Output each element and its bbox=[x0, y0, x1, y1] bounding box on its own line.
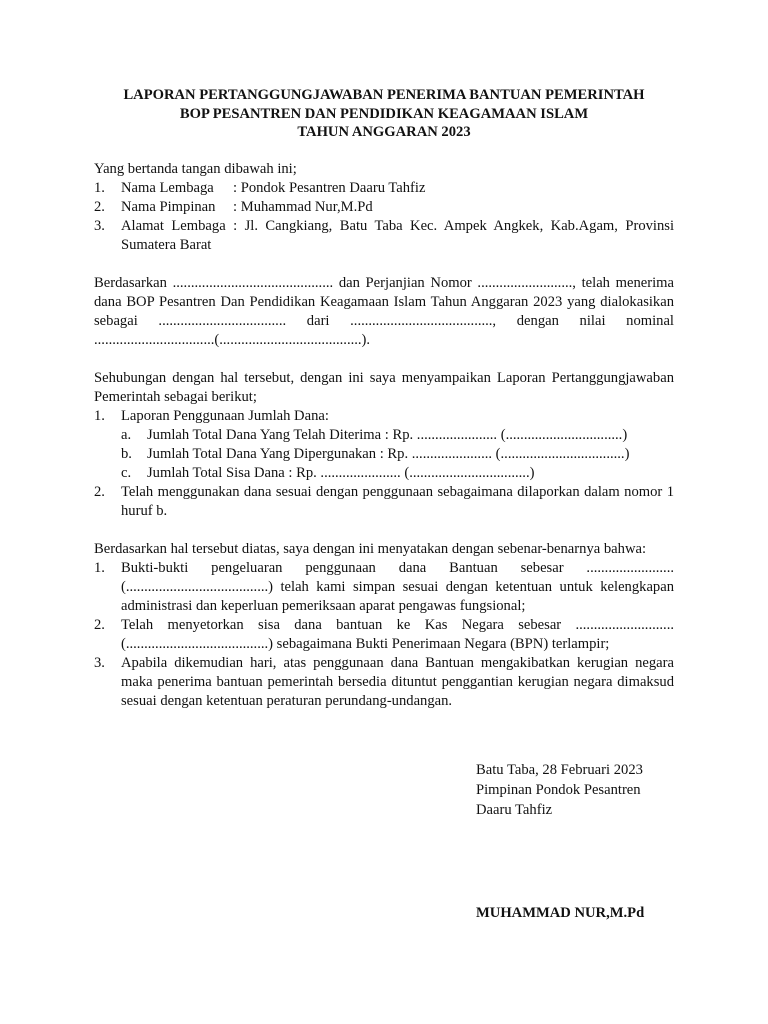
statement-item bbox=[94, 654, 674, 711]
identity-label: Alamat Lembaga bbox=[121, 217, 226, 234]
report-number: 2. bbox=[94, 483, 105, 500]
identity-item bbox=[94, 198, 674, 217]
report-text: Laporan Penggunaan Jumlah Dana: bbox=[121, 407, 329, 424]
identity-label: Nama Pimpinan bbox=[121, 198, 216, 215]
intro-text: Yang bertanda tangan dibawah ini; bbox=[94, 160, 297, 177]
report-text: Telah menggunakan dana sesuai dengan penggunaan sebagaimana dilaporkan dalam nomor 1 huruf b. bbox=[121, 483, 674, 519]
statement-number: 2. bbox=[94, 616, 105, 633]
identity-item bbox=[94, 217, 674, 255]
report-number: 1. bbox=[94, 407, 105, 424]
report-subitem-letter: b. bbox=[121, 445, 132, 462]
identity-separator: : bbox=[233, 217, 238, 234]
title-line-3: TAHUN ANGGARAN 2023 bbox=[297, 124, 471, 140]
statement-number: 1. bbox=[94, 559, 105, 576]
report-subitem-letter: a. bbox=[121, 426, 132, 443]
statement-text: Apabila dikemudian hari, atas penggunaan dana Bantuan mengakibatkan kerugian negara maka penerima bantuan pemerintah bersedia dituntut penggantian kerugian negara dimaksud sesuai dengan ketentuan peraturan perundang-undangan. bbox=[121, 654, 674, 709]
identity-list bbox=[94, 179, 674, 255]
signature-role: Pimpinan Pondok Pesantren bbox=[476, 782, 641, 798]
statement-item bbox=[94, 616, 674, 654]
statement-text: Telah menyetorkan sisa dana bantuan ke Kas Negara sebesar ........................... (.......................................) sebagaimana Bukti Penerimaan Negara (BPN) terlampir; bbox=[121, 616, 674, 652]
report-item bbox=[94, 407, 674, 426]
identity-label: Nama Lembaga bbox=[121, 179, 214, 196]
identity-value: Muhammad Nur,M.Pd bbox=[240, 198, 373, 215]
identity-value: Pondok Pesantren Daaru Tahfiz bbox=[240, 179, 426, 196]
statement-text: Bukti-bukti pengeluaran penggunaan dana Bantuan sebesar ........................ (.......................................) telah kami simpan sesuai dengan ketentuan untuk kelengkapan administrasi dan keperluan pemeriksaan aparat pengawas fungsional; bbox=[121, 559, 674, 614]
identity-value: Jl. Cangkiang, Batu Taba Kec. Ampek Angkek, Kab.Agam, Provinsi Sumatera Barat bbox=[121, 217, 675, 253]
statement-number: 3. bbox=[94, 654, 105, 671]
report-subitem-text: Jumlah Total Dana Yang Dipergunakan : Rp. ...................... (..................................) bbox=[147, 445, 630, 462]
document-page bbox=[94, 86, 674, 711]
identity-separator: : bbox=[233, 198, 238, 215]
report-subitem bbox=[121, 426, 674, 445]
paragraph-basis: Berdasarkan ............................................ dan Perjanjian Nomor .........................., telah menerima dana BOP Pesantren Dan Pendidikan Keagamaan Islam Tahun Anggaran 2023 yang dialokasikan sebagai ................................... dari ......................................., dengan nilai nominal .................................(.......................................). bbox=[94, 274, 674, 348]
report-subitem-text: Jumlah Total Sisa Dana : Rp. ...................... (.................................) bbox=[147, 464, 535, 481]
identity-number: 1. bbox=[94, 179, 105, 196]
title-line-1: LAPORAN PERTANGGUNGJAWABAN PENERIMA BANTUAN PEMERINTAH bbox=[123, 87, 645, 103]
title-line-2: BOP PESANTREN DAN PENDIDIKAN KEAGAMAAN ISLAM bbox=[179, 105, 589, 122]
signature-block bbox=[476, 760, 696, 820]
statement-item bbox=[94, 559, 674, 616]
identity-item bbox=[94, 179, 674, 198]
signature-place-date: Batu Taba, 28 Februari 2023 bbox=[476, 762, 643, 778]
report-subitem-text: Jumlah Total Dana Yang Telah Diterima : Rp. ...................... (................................) bbox=[147, 426, 628, 443]
report-item bbox=[94, 483, 674, 521]
identity-number: 2. bbox=[94, 198, 105, 215]
signatory-name: MUHAMMAD NUR,M.Pd bbox=[476, 905, 645, 921]
report-subitem bbox=[121, 464, 674, 483]
report-subitem bbox=[121, 445, 674, 464]
paragraph-declaration: Berdasarkan hal tersebut diatas, saya dengan ini menyatakan dengan sebenar-benarnya bahwa: bbox=[94, 540, 647, 557]
signature-institution: Daaru Tahfiz bbox=[476, 802, 553, 818]
paragraph-statement: Sehubungan dengan hal tersebut, dengan ini saya menyampaikan Laporan Pertanggungjawaban Pemerintah sebagai berikut; bbox=[94, 369, 674, 405]
report-subitem-letter: c. bbox=[121, 464, 132, 481]
identity-separator: : bbox=[233, 179, 238, 196]
document-title bbox=[94, 86, 674, 142]
identity-number: 3. bbox=[94, 217, 105, 234]
